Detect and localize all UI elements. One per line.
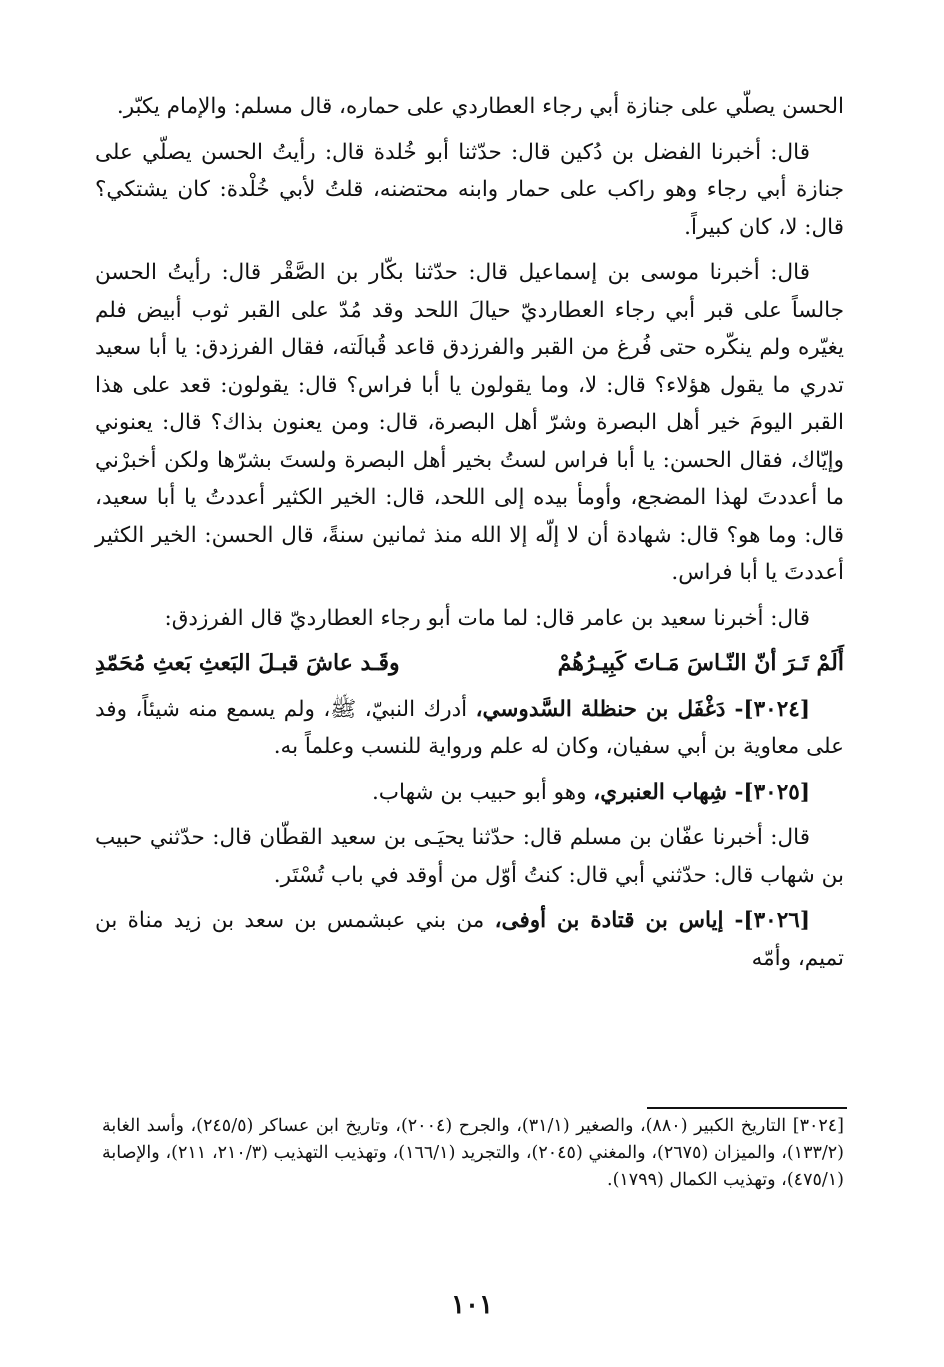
paragraph-3: قال: أخبرنا موسى بن إسماعيل قال: حدّثنا بكّار بن الصَّقْر قال: رأيتُ الحسن جالساً على قبر أبي رجاء العطارديّ حيالَ اللحد وقد مُدّ على القبر ثوب أبيض فلم يغيّره ولم ينكّره حتى فُرغ من القبر والفرزدق قاعد قُبالَته، فقال الفرزدق: يا أبا سعيد تدري ما يقول هؤلاء؟ قال: لا، وما يقولون يا أبا فراس؟ قال: يقولون: قعد على هذا القبر اليومَ خير أهل البصرة وشرّ أهل البصرة، قال: ومن يعنون بذاك؟ قال: يعنوني وإيّاك، فقال الحسن: يا أبا فراس لستُ بخير أهل البصرة ولستَ بشرّها ولكن أخبرْني ما أعددتَ لهذا المضجع، وأومأ بيده إلى اللحد، قال: الخير الكثير أعددتُ يا أبا سعيد، قال: وما هو؟ قال: شهادة أن لا إلّه إلا الله منذ ثمانين سنةً، قال الحسن: الخير الكثير أعددتَ يا أبا فراس.: [95, 260, 844, 585]
paragraph-1: الحسن يصلّي على جنازة أبي رجاء العطاردي على حماره، قال مسلم: والإمام يكبّر.: [116, 94, 844, 119]
entry-number: [٣٠٢٤]: [743, 696, 810, 722]
entry-text: من بني عبشمس بن سعد بن زيد مناة بن تميم، وأمّه: [95, 908, 844, 971]
entry-number: [٣٠٢٥]: [743, 779, 810, 805]
paragraph-4: قال: أخبرنا سعيد بن عامر قال: لما مات أبو رجاء العطارديّ قال الفرزدق:: [164, 605, 810, 631]
page-number: ١٠١: [451, 1290, 493, 1320]
entry-text: أدرك النبيّ، ﷺ، ولم يسمع منه شيئاً، وفد على معاوية بن أبي سفيان، وكان له علم ورواية للنسب وعلماً به.: [95, 696, 844, 759]
entry-name: - إياس بن قتادة بن أوفى،: [494, 908, 744, 933]
biography-entry-3026: [95, 902, 844, 977]
poem-verse: [95, 645, 844, 683]
biography-entry-3025: [95, 774, 844, 812]
biography-entry-3024: [95, 691, 844, 766]
footnote-divider: [647, 1107, 847, 1109]
main-text: [95, 88, 844, 985]
entry-name: - دَغْفَل بن حنظلة السَّدوسي،: [475, 696, 744, 722]
footnotes: [102, 1113, 844, 1194]
footnote-3024: [٣٠٢٤] التاريخ الكبير (٨٨٠)، والصغير (٣١/١)، والجرح (٢٠٠٤)، وتاريخ ابن عساكر (٢٤٥/٥)، وأسد الغابة (١٣٣/٢)، والميزان (٢٦٧٥)، والمغني (٢٠٤٥)، والتجريد (١٦٦/١)، وتهذيب التهذيب (٢١٠/٣، ٢١١)، والإصابة (٤٧٥/١)، وتهذيب الكمال (١٧٩٩).: [102, 1116, 844, 1190]
entry-name: - شِهاب العنبري،: [593, 779, 744, 805]
paragraph-5: قال: أخبرنا عفّان بن مسلم قال: حدّثنا يحيَـى بن سعيد القطّان قال: حدّثني حبيب بن شهاب قال: حدّثني أبي قال: كنتُ أوّل من أوقد في باب تُسْتَر.: [95, 825, 844, 888]
poem-second-hemistich: وقَـد عاشَ قبـلَ البَعثِ بَعثِ مُحَمّدِ: [95, 650, 400, 676]
entry-number: [٣٠٢٦]: [743, 908, 810, 933]
paragraph-2: قال: أخبرنا الفضل بن دُكين قال: حدّثنا أبو خُلدة قال: رأيتُ الحسن يصلّي على جنازة أبي رجاء وهو راكب على حمار وابنه محتضنه، قلتُ لأبي خُلْدة: كان يشتكي؟ قال: لا، كان كبيراً.: [95, 139, 844, 240]
entry-text: وهو أبو حبيب بن شهاب.: [371, 779, 594, 805]
poem-first-hemistich: أَلَمْ تَـرَ أنّ النّـاسَ مَـاتَ كَبِيـرُهُمْ: [557, 650, 844, 676]
